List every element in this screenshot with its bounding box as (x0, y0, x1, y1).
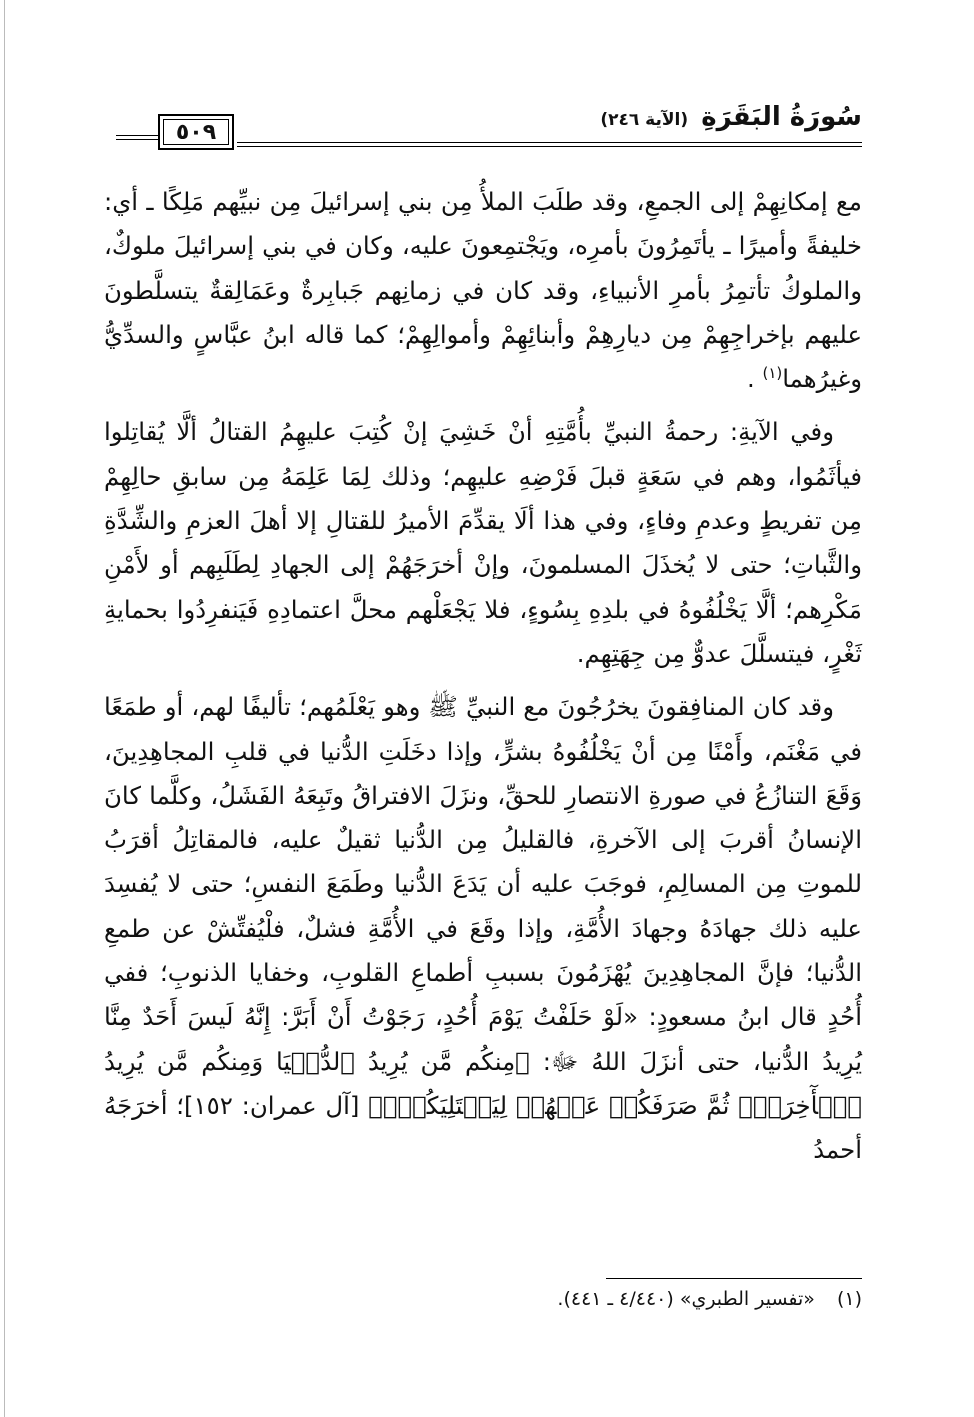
footnote-reference: (١) (762, 364, 783, 383)
running-title (600, 102, 862, 132)
paragraph-2-text: وفي الآيةِ: رحمةُ النبيِّ بأُمَّتِهِ أنْ خَشِيَ إنْ كُتِبَ عليهِمُ القتالُ ألَّا يُقاتِلوا فيأثَمُوا، وهم في سَعَةٍ قبلَ فَرْضِهِ عليهِم؛ وذلك لِمَا عَلِمَهُ مِن سابقِ حالِهِمْ مِن تفريطٍ وعدمِ وفاءٍ، وفي هذا ألَا يقدِّمَ الأميرُ للقتالِ إلا أهلَ العزمِ والشِّدَّةِ والثَّباتِ؛ حتى لا يُخذَلَ المسلمونَ، وإنْ أخرَجَهُمْ إلى الجهادِ لِطَلَبِهم أو لأَمْنِ مَكْرِهم؛ ألَّا يَخْلُفُوهُ في بلدِهِ بِسُوءٍ، فلا يَجْعَلْهم محلَّ اعتمادِهِ فَيَنفرِدُوا بحمايةِ ثَغْرٍ، فيتسلَّلَ عدوٌّ مِن جِهَتِهِم. (104, 417, 862, 668)
surah-title: سُورَةُ البَقَرَةِ (701, 102, 862, 132)
paragraph-2 (104, 410, 862, 676)
footnote-1 (557, 1288, 862, 1310)
main-text (104, 180, 862, 1173)
footnote-number: (١) (836, 1288, 862, 1310)
paragraph-1-text: مع إمكانِهِمْ إلى الجمعِ، وقد طلَبَ الملأُ مِن بني إسرائيلَ مِن نبيِّهم مَلِكًا ـ أي: خليفةً وأميرًا ـ يأتَمِرُونَ بأمرِه، ويَجْتمِعونَ عليه، وكان في بني إسرائيلَ ملوكٌ، والملوكُ تأتمِرُ بأمرِ الأنبياءِ، وقد كان في زمانِهم جَبابِرةٌ وعَمَالِقةٌ يتسلَّطونَ عليهم بإخراجِهِمْ مِن ديارِهِمْ وأبنائِهِمْ وأموالِهِمْ؛ كما قاله ابنُ عبَّاسٍ والسدِّيُّ وغيرُهما (104, 187, 862, 394)
footnote-separator (606, 1278, 862, 1279)
paragraph-3 (104, 685, 862, 1172)
header-rule-left (116, 135, 158, 140)
ayah-label: (الآية ٢٤٦) (600, 110, 689, 130)
page-number-frame (158, 114, 234, 150)
paragraph-3-text: وقد كان المنافِقونَ يخرُجُونَ مع النبيِّ ﷺ وهو يَعْلَمُهم؛ تأليفًا لهم، أو طمَعًا في مَغْنَم، وأَمْنًا مِن أنْ يَخْلُفُوهُ بشرٍّ، وإذا دخَلَتِ الدُّنيا في قلبِ المجاهِدِينَ، وَقَعَ التنازُعُ في صورةِ الانتصارِ للحقِّ، ونزَلَ الافتراقُ وتَبِعَهُ الفَشَلُ، وكلَّما كانَ الإنسانُ أقربَ إلى الآخرةِ، فالقليلُ مِن الدُّنيا ثقيلٌ عليه، فالمقاتِلُ أقرَبُ للموتِ مِن المسالِمِ، فوجَبَ عليه أن يَدَعَ الدُّنيا وطَمَعَ النفسِ؛ حتى لا يُفسِدَ عليه ذلك جهادَهُ وجهادَ الأُمَّةِ، وإذا وقَعَ في الأُمَّةِ فشلٌ، فلْيُفتِّشْ عن طمعِ الدُّنيا؛ فإنَّ المجاهِدِينَ يُهْزَمُونَ بسببِ أطماعِ القلوبِ، وخفايا الذنوبِ؛ ففي أُحُدٍ قال ابنُ مسعودٍ: «لَوْ حَلَفْتُ يَوْمَ أُحُدٍ، رَجَوْتُ أَنْ أَبَرَّ: إِنَّهُ لَيسَ أَحَدٌ مِنَّا يُرِيدُ الدُّنيا، حتى أنزَلَ اللهُ ﷻ: (104, 692, 862, 1076)
paragraph-1 (104, 180, 862, 401)
header-rule-right (237, 142, 862, 147)
paragraph-1-tail: . (746, 364, 755, 394)
page-edge-line (4, 0, 5, 1417)
quran-verse: ﴿مِنكُم مَّن يُرِيدُ ٱلدُّنۡيَا وَمِنكُم مَّن يُرِيدُ ٱلۡأٓخِرَةَۚ ثُمَّ صَرَفَكُمۡ عَنۡهُمۡ لِيَبۡتَلِيَكُمۡۖ﴾ (104, 1046, 862, 1120)
paragraph-3-citation: [آل عمران: ١٥٢]؛ أخرَجَهُ أحمدُ (104, 1090, 862, 1165)
footnote-text: «تفسير الطبري» (٤/٤٤٠ ـ ٤٤١). (557, 1288, 815, 1310)
page-header (100, 98, 862, 160)
page-number: ٥٠٩ (175, 119, 217, 145)
